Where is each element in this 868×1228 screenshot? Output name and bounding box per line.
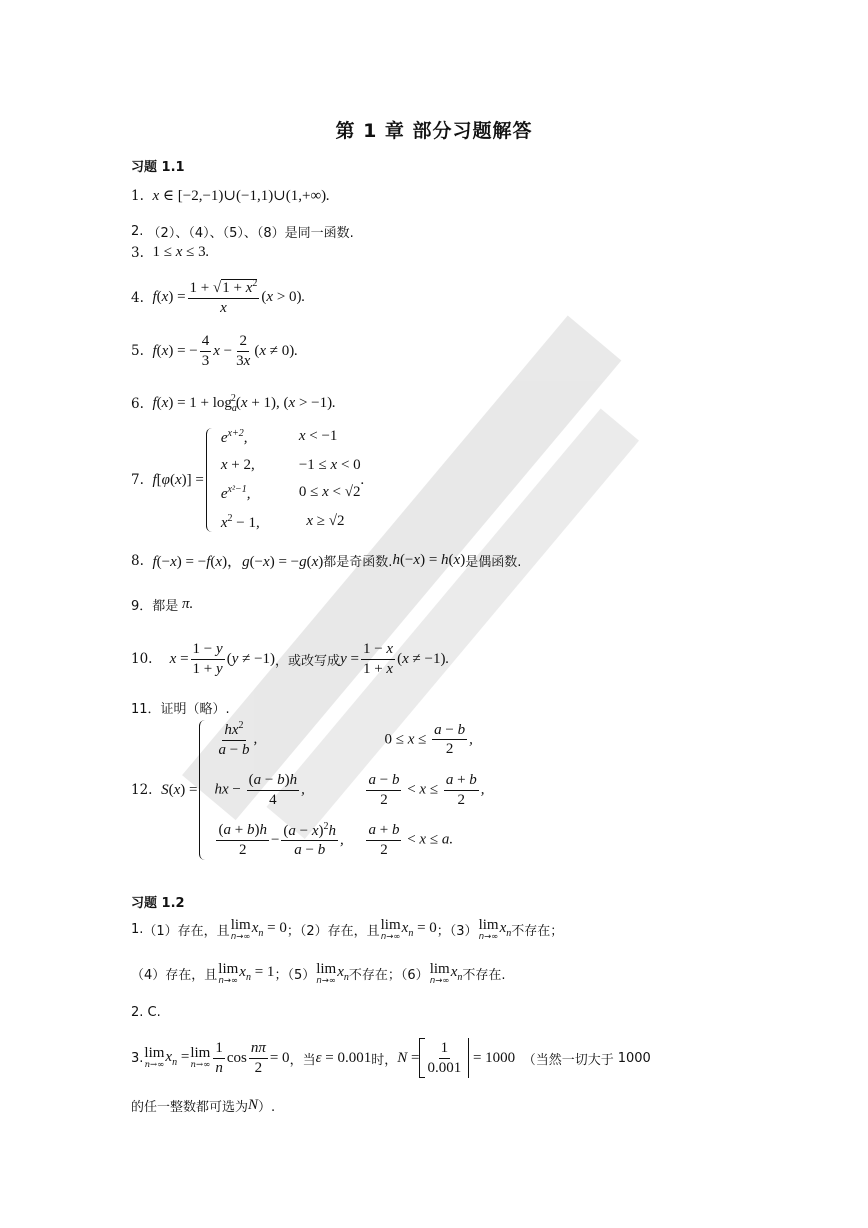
answer-1-1-7: 7. f[φ(x)] = $e^{x+2}$, x < −1 x + 2, −1 ≤ x < 0 $e^{x^2-1}$, 0 ≤ x < √2 $x^2 - 1$, x ≥ √2 . <box>131 428 365 531</box>
answer-1-1-12: 12. S(x) = $\frac{hx^2}{a - b}$ , 0 ≤ x ≤ $\frac{a - b}{2}$ , hx − $\frac{(a - b)h}{4}$ , $\frac{a - b}{2}$ < x ≤ $\frac{a + b}{2}$ , $\frac{(a + b)h}{2}$ − $\frac{(a - x)^2h}{a - b}$ , $\frac{a + b}{2}$ < x ≤ a. <box>131 720 485 859</box>
answer-1-2-3: 3. lim n→∞ $x_n$ = lim n→∞ $\frac{1}{n}$ cos $\frac{n\pi}{2}$ = 0 ，当 ε = 0.001 时， N = $\frac{1}{0.001}$ = 1000 （当然一切大于 1000 <box>131 1038 651 1078</box>
section-heading-1-1: 习题 1.1 <box>131 160 185 175</box>
answer-1-2-1-cont: （4）存在，且 lim n→∞ $x_n = 1$ ；（5） lim n→∞ $x_n$ 不存在；（6） lim n→∞ $x_n$ 不存在. <box>131 961 506 986</box>
answer-1-1-11: 11．证明（略）. <box>131 702 230 717</box>
section-heading-1-2: 习题 1.2 <box>131 896 185 911</box>
answer-1-2-2: 2. C. <box>131 1005 161 1020</box>
answer-1-1-3: 3. 1 ≤ x ≤ 3. <box>131 244 210 261</box>
formula: x ∈ [−2,−1)∪(−1,1)∪(1,+∞). <box>152 188 330 204</box>
answer-1-1-2: 2. （2）、（4）、（5）、（8）是同一函数. <box>131 224 354 241</box>
answer-1-1-5: 5. f(x) = − $\frac{4}{3}$ x − $\frac{2}{3x}$ (x ≠ 0). <box>131 333 298 369</box>
piecewise-7: $e^{x+2}$, x < −1 x + 2, −1 ≤ x < 0 $e^{x^2-1}$, 0 ≤ x < √2 $x^2 - 1$, x ≥ √2 <box>204 428 361 532</box>
piecewise-12: $\frac{hx^2}{a - b}$ , 0 ≤ x ≤ $\frac{a - b}{2}$ , hx − $\frac{(a - b)h}{4}$ , $\frac{a - b}{2}$ < x ≤ $\frac{a + b}{2}$ , $\frac{(a + b)h}{2}$ − $\frac{(a - x)^2h}{a - b}$ , $\frac{a + b}{2}$ < x ≤ a. <box>197 720 484 860</box>
answer-1-1-4: 4. f(x) = $\frac{1 + √1 + x^2}{x}$ (x > 0). <box>131 278 306 316</box>
answer-1-1-10: 10. x = $\frac{1 - y}{1 + y}$ (y ≠ −1) ，或改写成 y = $\frac{1 - x}{1 + x}$ (x ≠ −1). <box>131 641 450 677</box>
answer-1-2-3-cont: 的任一整数都可选为 N ）. <box>131 1097 276 1115</box>
answer-1-1-1: 1. x ∈ [−2,−1)∪(−1,1)∪(1,+∞). <box>131 187 330 204</box>
answer-1-1-9: 9．都是 π. <box>131 596 194 614</box>
answer-1-1-8: 8. f(−x) = −f(x)，g(−x) = −g(x) 都是奇函数. h(−x) = h(x) 是偶函数. <box>131 552 522 570</box>
answer-1-2-1: 1. （1）存在，且 lim n→∞ $x_n = 0$ ；（2）存在，且 lim n→∞ $x_n = 0$ ；（3） lim n→∞ $x_n$ 不存在； <box>131 917 564 942</box>
page-title: 第 1 章 部分习题解答 <box>335 120 533 142</box>
answer-1-1-6: 6. $f(x) = 1 + \log_a^2(x + 1)$, (x > −1). <box>131 393 336 414</box>
